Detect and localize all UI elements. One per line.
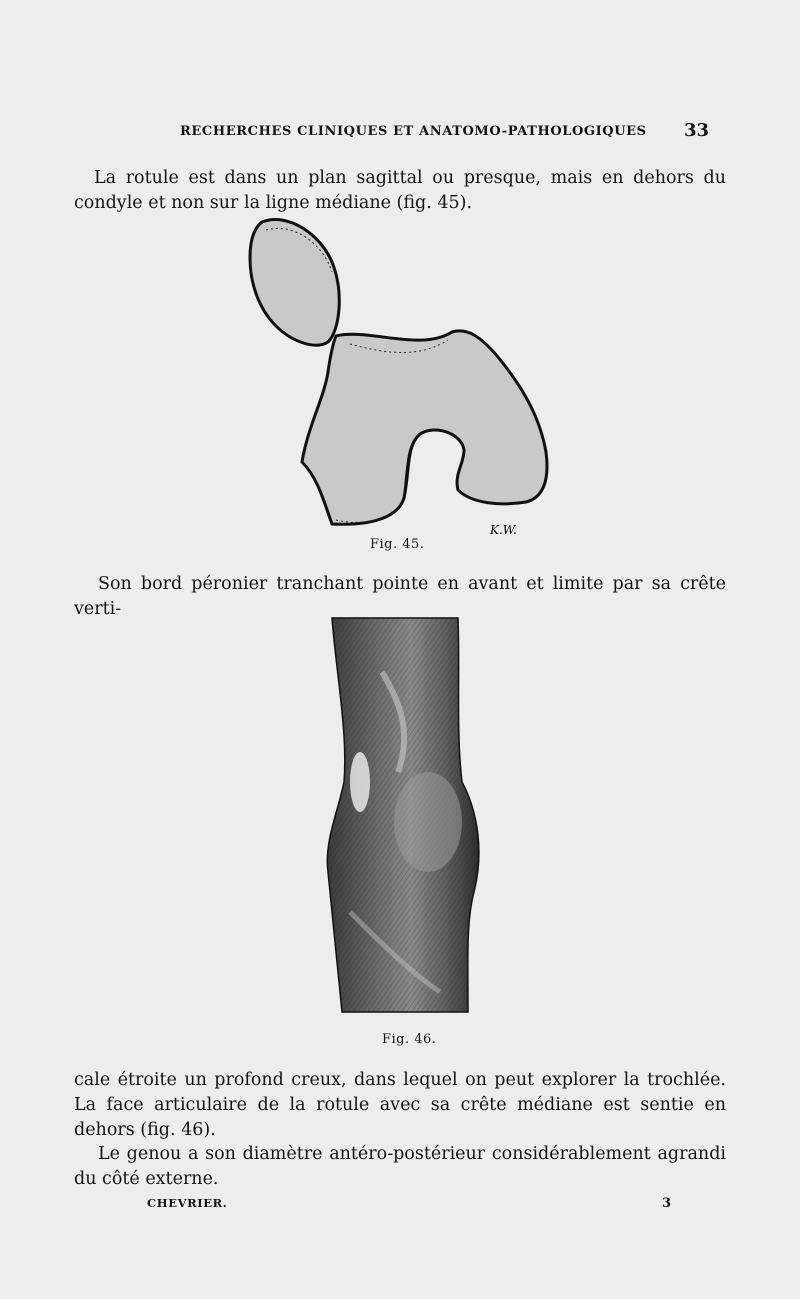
running-title: RECHERCHES CLINIQUES ET ANATOMO-PATHOLOGIQUES <box>180 124 647 139</box>
femur-section-shape <box>302 331 547 524</box>
signature-number: 3 <box>662 1196 672 1211</box>
figure-45-illustration <box>240 212 560 538</box>
figure-46-illustration <box>320 612 490 1022</box>
page-number: 33 <box>684 120 710 141</box>
paragraph-1: La rotule est dans un plan sagittal ou presque, mais en dehors du condyle et non sur la ligne médiane (fig. 45). <box>74 168 726 213</box>
figure-45-caption: Fig. 45. <box>370 537 425 552</box>
paragraph-3: cale étroite un profond creux, dans lequel on peut explorer la trochlée. La face articulaire de la rotule avec sa crête médiane est sentie en dehors (fig. 46). <box>74 1070 726 1140</box>
signature-mark: CHEVRIER. <box>147 1196 228 1210</box>
paragraph-2: Son bord péronier tranchant pointe en avant et limite par sa crête verti- <box>74 574 726 619</box>
figure-46-caption: Fig. 46. <box>382 1032 437 1047</box>
patella-bulge <box>394 772 462 872</box>
artist-mark: K.W. <box>490 523 517 537</box>
paragraph-4: Le genou a son diamètre antéro-postérieur considérablement agrandi du côté externe. <box>74 1144 726 1189</box>
patella-shape <box>250 220 339 346</box>
